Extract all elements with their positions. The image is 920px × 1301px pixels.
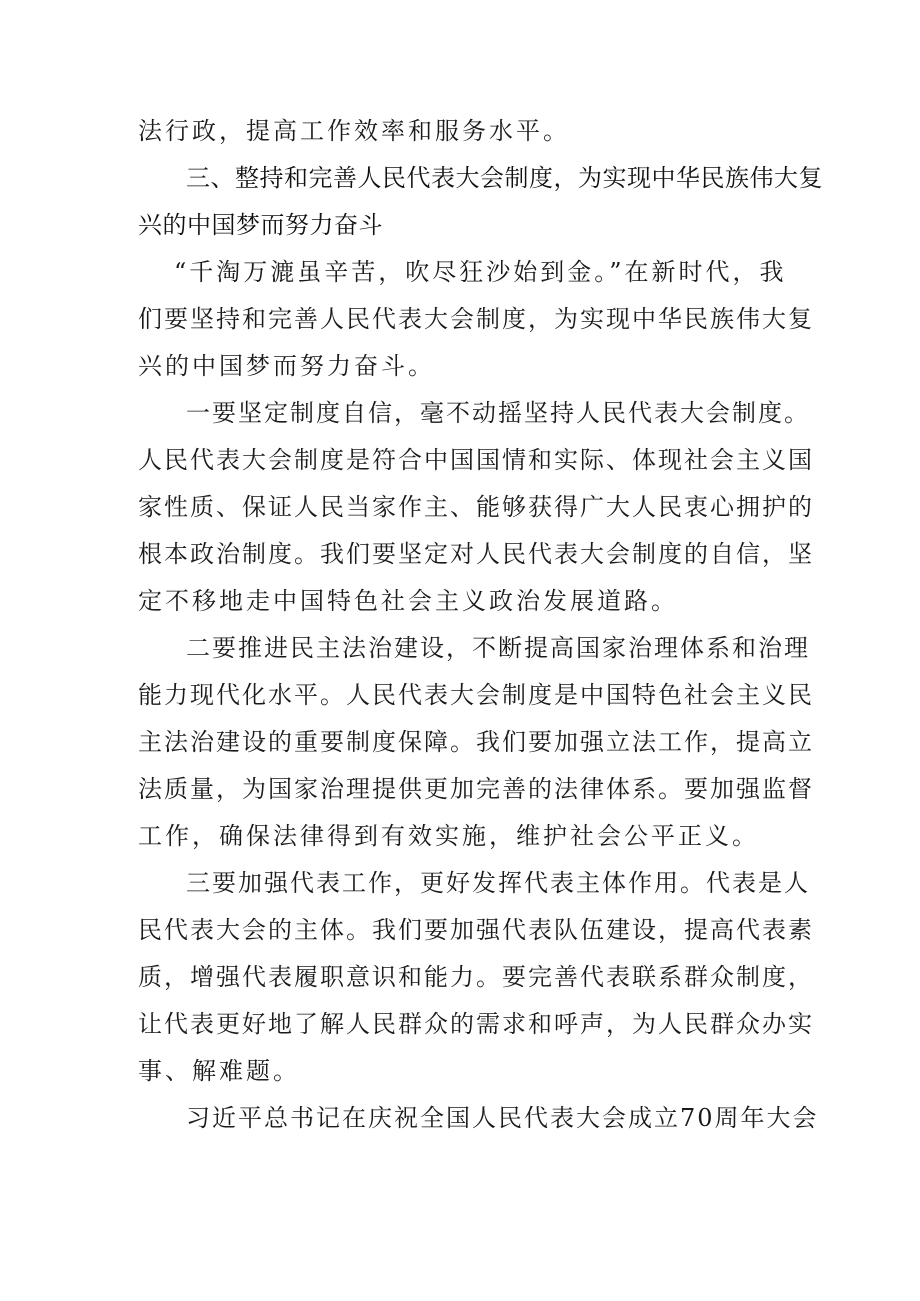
- paragraph-line-16: 工作，确保法律得到有效实施，维护社会公平正义。: [138, 822, 759, 850]
- paragraph-line-11: 定不移地走中国特色社会主义政治发展道路。: [138, 587, 678, 615]
- paragraph-line-22: 习近平总书记在庆祝全国人民代表大会成立70周年大会: [186, 1104, 819, 1132]
- paragraph-line-7: 一要坚定制度自信，毫不动摇坚持人民代表大会制度。: [186, 399, 810, 427]
- paragraph-line-20: 让代表更好地了解人民群众的需求和呼声，为人民群众办实: [138, 1010, 814, 1038]
- paragraph-line-6: 兴的中国梦而努力奋斗。: [138, 352, 435, 380]
- paragraph-line-19: 质，增强代表履职意识和能力。要完善代表联系群众制度，: [138, 963, 814, 991]
- paragraph-line-8: 人民代表大会制度是符合中国国情和实际、体现社会主义国: [138, 446, 814, 474]
- paragraph-line-14: 主法治建设的重要制度保障。我们要加强立法工作，提高立: [138, 728, 814, 756]
- section-heading-line-1: 三、整持和完善人民代表大会制度，为实现中华民族伟大复: [186, 164, 823, 192]
- paragraph-line-1: 法行政，提高工作效率和服务水平。: [138, 117, 570, 145]
- paragraph-line-9: 家性质、保证人民当家作主、能够获得广大人民衷心拥护的: [138, 493, 814, 521]
- paragraph-line-15: 法质量，为国家治理提供更加完善的法律体系。要加强监督: [138, 775, 814, 803]
- paragraph-line-18: 民代表大会的主体。我们要加强代表队伍建设，提高代表素: [138, 916, 814, 944]
- paragraph-line-13: 能力现代化水平。人民代表大会制度是中国特色社会主义民: [138, 681, 814, 709]
- paragraph-line-4: “千淘万漉虽辛苦，吹尽狂沙始到金。”在新时代，我: [174, 258, 787, 286]
- paragraph-line-10: 根本政治制度。我们要坚定对人民代表大会制度的自信，坚: [138, 540, 814, 568]
- paragraph-line-12: 二要推进民主法治建设，不断提高国家治理体系和治理: [186, 634, 810, 662]
- section-heading-line-2: 兴的中国梦而努力奋斗: [138, 211, 383, 239]
- paragraph-line-5: 们要坚持和完善人民代表大会制度，为实现中华民族伟大复: [138, 305, 814, 333]
- paragraph-line-17: 三要加强代表工作，更好发挥代表主体作用。代表是人: [186, 869, 810, 897]
- document-body: [138, 108, 823, 1142]
- paragraph-line-21: 事、解难题。: [138, 1057, 300, 1085]
